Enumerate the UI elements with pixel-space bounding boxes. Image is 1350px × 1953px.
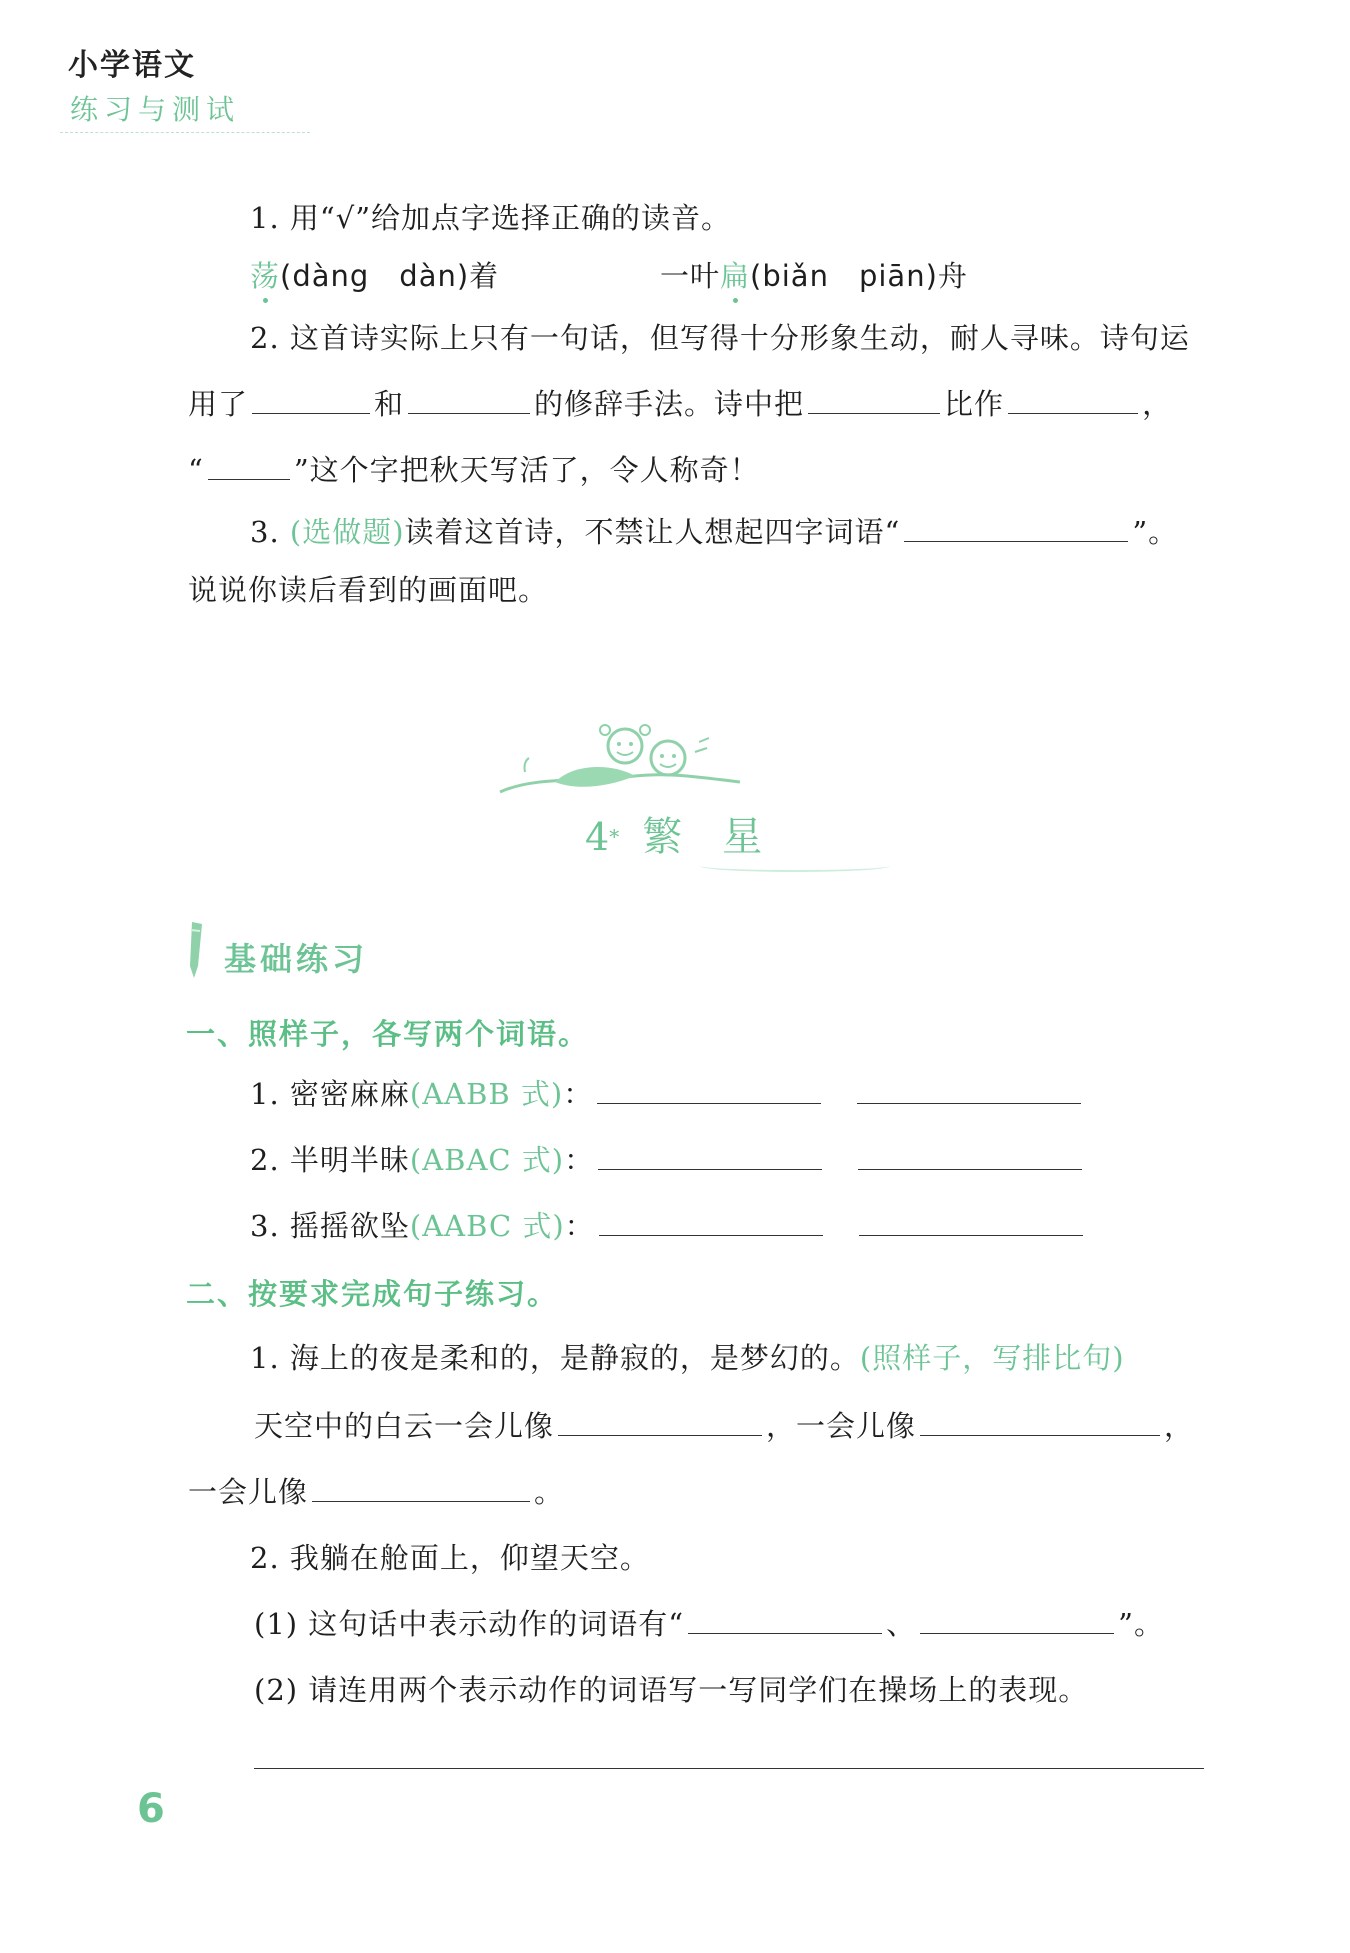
header-series: 练习与测试 — [70, 93, 241, 126]
q1-item-1 — [250, 254, 499, 295]
sentence-q2: 2. 我躺在舱面上，仰望天空。 — [250, 1541, 650, 1575]
answer-blank[interactable] — [252, 387, 370, 414]
answer-blank[interactable] — [597, 1077, 821, 1104]
answer-blank[interactable] — [920, 1607, 1114, 1634]
q1-item-2-pinyin: (biǎn piān)舟 — [750, 259, 968, 293]
answer-blank[interactable] — [857, 1077, 1081, 1104]
q2-line-2: 用了 和 的修辞手法。诗中把 比作 ， — [188, 387, 1173, 421]
q3-line-2: 说说你读后看到的画面吧。 — [188, 573, 549, 607]
answer-line[interactable] — [254, 1768, 1204, 1769]
dotted-char-dang: 荡 — [250, 259, 281, 293]
q2-line-1: 2. 这首诗实际上只有一句话，但写得十分形象生动，耐人寻味。诗句运 — [250, 321, 1190, 355]
word-item-1: 1. 密密麻麻(AABB 式)： — [250, 1072, 1085, 1113]
answer-blank[interactable] — [920, 1409, 1160, 1436]
answer-blank[interactable] — [1008, 387, 1138, 414]
lesson-name: 繁 星 — [642, 814, 763, 860]
answer-blank[interactable] — [558, 1409, 762, 1436]
answer-blank[interactable] — [688, 1607, 882, 1634]
pencil-icon — [184, 920, 208, 980]
sentence-q1-line2: 天空中的白云一会儿像 ，一会儿像 ， — [254, 1409, 1195, 1443]
lesson-star: * — [609, 824, 620, 849]
title-underline — [700, 860, 890, 872]
page-number: 6 — [137, 1786, 165, 1832]
lesson-title — [585, 805, 762, 862]
part2-heading: 二、按要求完成句子练习。 — [186, 1277, 559, 1311]
answer-blank[interactable] — [598, 1143, 822, 1170]
children-illustration — [495, 712, 745, 812]
answer-blank[interactable] — [808, 387, 940, 414]
answer-blank[interactable] — [599, 1209, 823, 1236]
answer-blank[interactable] — [859, 1209, 1083, 1236]
dotted-char-bian: 扁 — [720, 259, 751, 293]
answer-blank[interactable] — [858, 1143, 1082, 1170]
sentence-q1-line3: 一会儿像 。 — [188, 1475, 565, 1509]
q1-instruction: 1. 用“√”给加点字选择正确的读音。 — [250, 201, 732, 235]
sentence-q2-sub2: (2) 请连用两个表示动作的词语写一写同学们在操场上的表现。 — [254, 1673, 1089, 1707]
answer-blank[interactable] — [904, 515, 1128, 542]
sentence-q1: 1. 海上的夜是柔和的，是静寂的，是梦幻的。(照样子，写排比句) — [250, 1341, 1125, 1375]
word-item-2: 2. 半明半昧(ABAC 式)： — [250, 1138, 1086, 1179]
section-title: 基础练习 — [224, 940, 369, 978]
lesson-number: 4 — [585, 815, 610, 859]
answer-blank[interactable] — [312, 1475, 530, 1502]
part1-heading: 一、照样子，各写两个词语。 — [186, 1017, 590, 1051]
answer-blank[interactable] — [208, 453, 290, 480]
word-item-3: 3. 摇摇欲坠(AABC 式)： — [250, 1204, 1087, 1245]
header-subject: 小学语文 — [68, 48, 196, 83]
header-underline — [60, 132, 310, 133]
instruction-tag: (照样子，写排比句) — [859, 1341, 1125, 1375]
optional-tag: (选做题) — [289, 515, 405, 549]
q1-item-2-prefix: 一叶 — [660, 259, 721, 293]
q1-item-1-pinyin: (dàng dàn)着 — [280, 259, 500, 293]
q3-line-1: 3. (选做题)读着这首诗，不禁让人想起四字词语“ ”。 — [250, 515, 1179, 549]
answer-blank[interactable] — [408, 387, 530, 414]
q1-item-2 — [660, 254, 968, 295]
sentence-q2-sub1: (1) 这句话中表示动作的词语有“ 、 ”。 — [254, 1607, 1164, 1641]
q2-line-3: “ ”这个字把秋天写活了，令人称奇！ — [188, 453, 760, 487]
